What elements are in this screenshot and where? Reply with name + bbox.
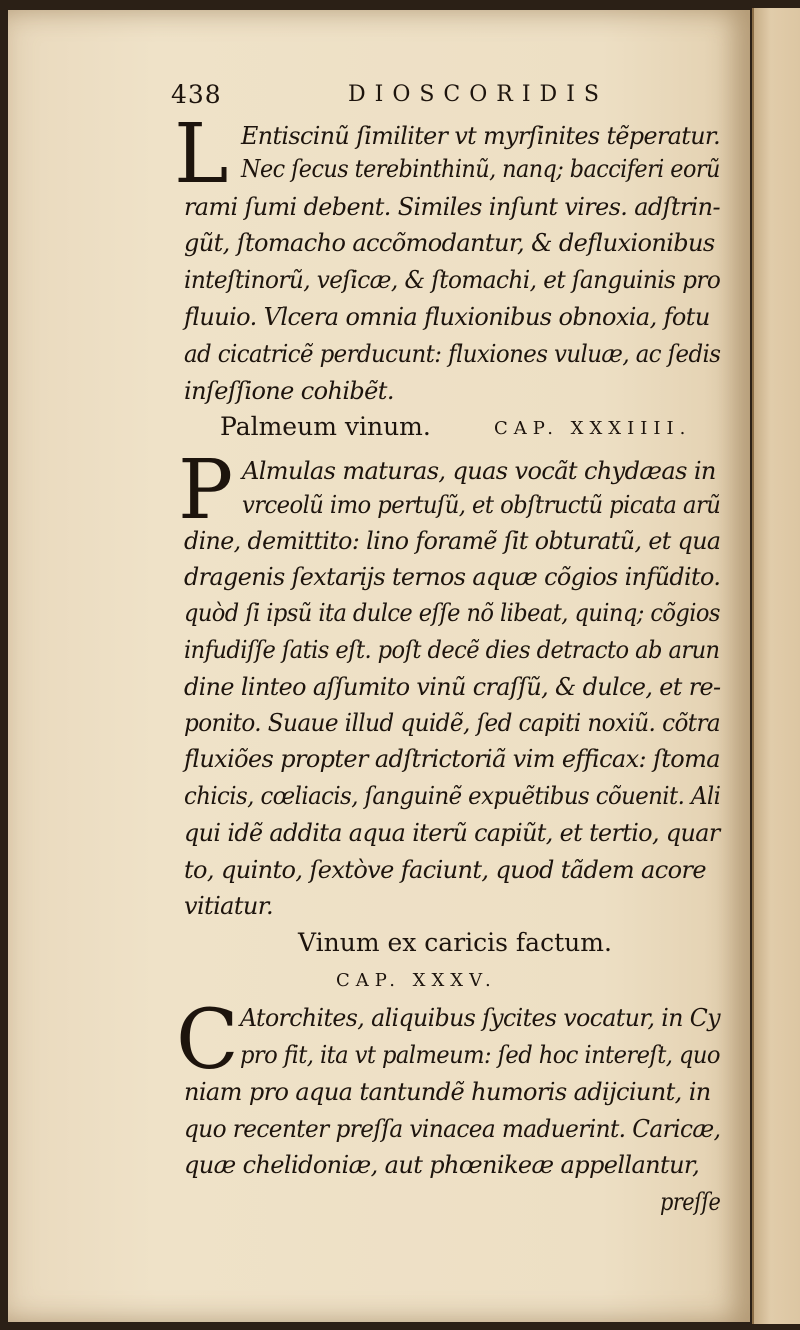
text-line: dragenis ſextarijs ternos aquæ cõgios infũdito. [184,563,721,591]
text-line: gũt, ſtomacho accõmodantur, & defluxionibus [184,229,715,257]
text-line: pro fit, ita vt palmeum: ſed hoc intereſt, quo [240,1041,720,1069]
text-line: inſeſſione cohibẽt. [184,377,394,405]
text-line: vrceolũ imo pertuſũ, et obſtructũ picata arũ [242,491,721,519]
text-line: quæ chelidoniæ, aut phœnikeæ appellantur, [184,1151,700,1179]
drop-cap-p: P [178,443,234,538]
text-line: chicis, cœliacis, ſanguinẽ expuẽtibus cõuenit. Ali [184,782,721,810]
section-heading: Palmeum vinum. [220,412,431,441]
text-line: Atorchites, aliquibus ſycites vocatur, in Cy [240,1004,720,1032]
text-line: rami ſumi debent. Similes inſunt vires. adſtrin- [184,193,720,221]
text-line: niam pro aqua tantundẽ humoris adijciunt, in [184,1078,711,1106]
drop-cap-l: L [174,107,229,202]
text-line: Nec ſecus terebinthinũ, nanq; bacciferi eorũ [241,155,720,183]
text-line: ad cicatricẽ perducunt: fluxiones vuluæ, ac ſedis [184,340,721,368]
adjacent-page-edge [752,8,800,1324]
text-line: dine linteo aſſumito vinũ craſſũ, & dulce, et re- [184,673,721,701]
page-number: 438 [171,80,222,109]
text-line: to, quinto, ſextòve faciunt, quod tãdem acore [184,856,706,884]
text-line: qui idẽ addita aqua iterũ capiũt, et tertio, quar [184,819,720,847]
chapter-number: CAP. XXXIIII. [494,418,692,439]
text-line: Entiscinũ ſimiliter vt myrſinites tẽperatur. [241,122,721,150]
text-line: vitiatur. [184,892,274,920]
running-title: DIOSCORIDIS [348,82,608,107]
text-line: quo recenter preſſa vinacea maduerint. Caricæ, [184,1115,721,1143]
text-line: ponito. Suaue illud quidẽ, ſed capiti noxiũ. cõtra [184,709,721,737]
text-line: infudiſſe ſatis eſt. poſt decẽ dies detracto ab arun [184,636,720,664]
drop-cap-c: C [176,993,239,1088]
text-line: fluuio. Vlcera omnia fluxionibus obnoxia, fotu [184,303,710,331]
chapter-number: CAP. XXXV. [336,970,497,991]
catchword: preſſe [660,1188,721,1216]
text-line: quòd ſi ipsũ ita dulce eſſe nõ libeat, quinq; cõgios [184,599,720,627]
section-heading: Vinum ex caricis factum. [298,928,612,957]
text-line: inteſtinorũ, veſicæ, & ſtomachi, et ſanguinis pro [184,266,721,294]
page-text [8,10,750,1322]
text-line: fluxiões propter adſtrictoriã vim efficax: ſtoma [184,745,720,773]
text-line: dine, demittito: lino foramẽ ſit obturatũ, et qua [184,527,721,555]
text-line: Almulas maturas, quas vocãt chydæas in [242,457,716,485]
book-page [8,10,750,1322]
